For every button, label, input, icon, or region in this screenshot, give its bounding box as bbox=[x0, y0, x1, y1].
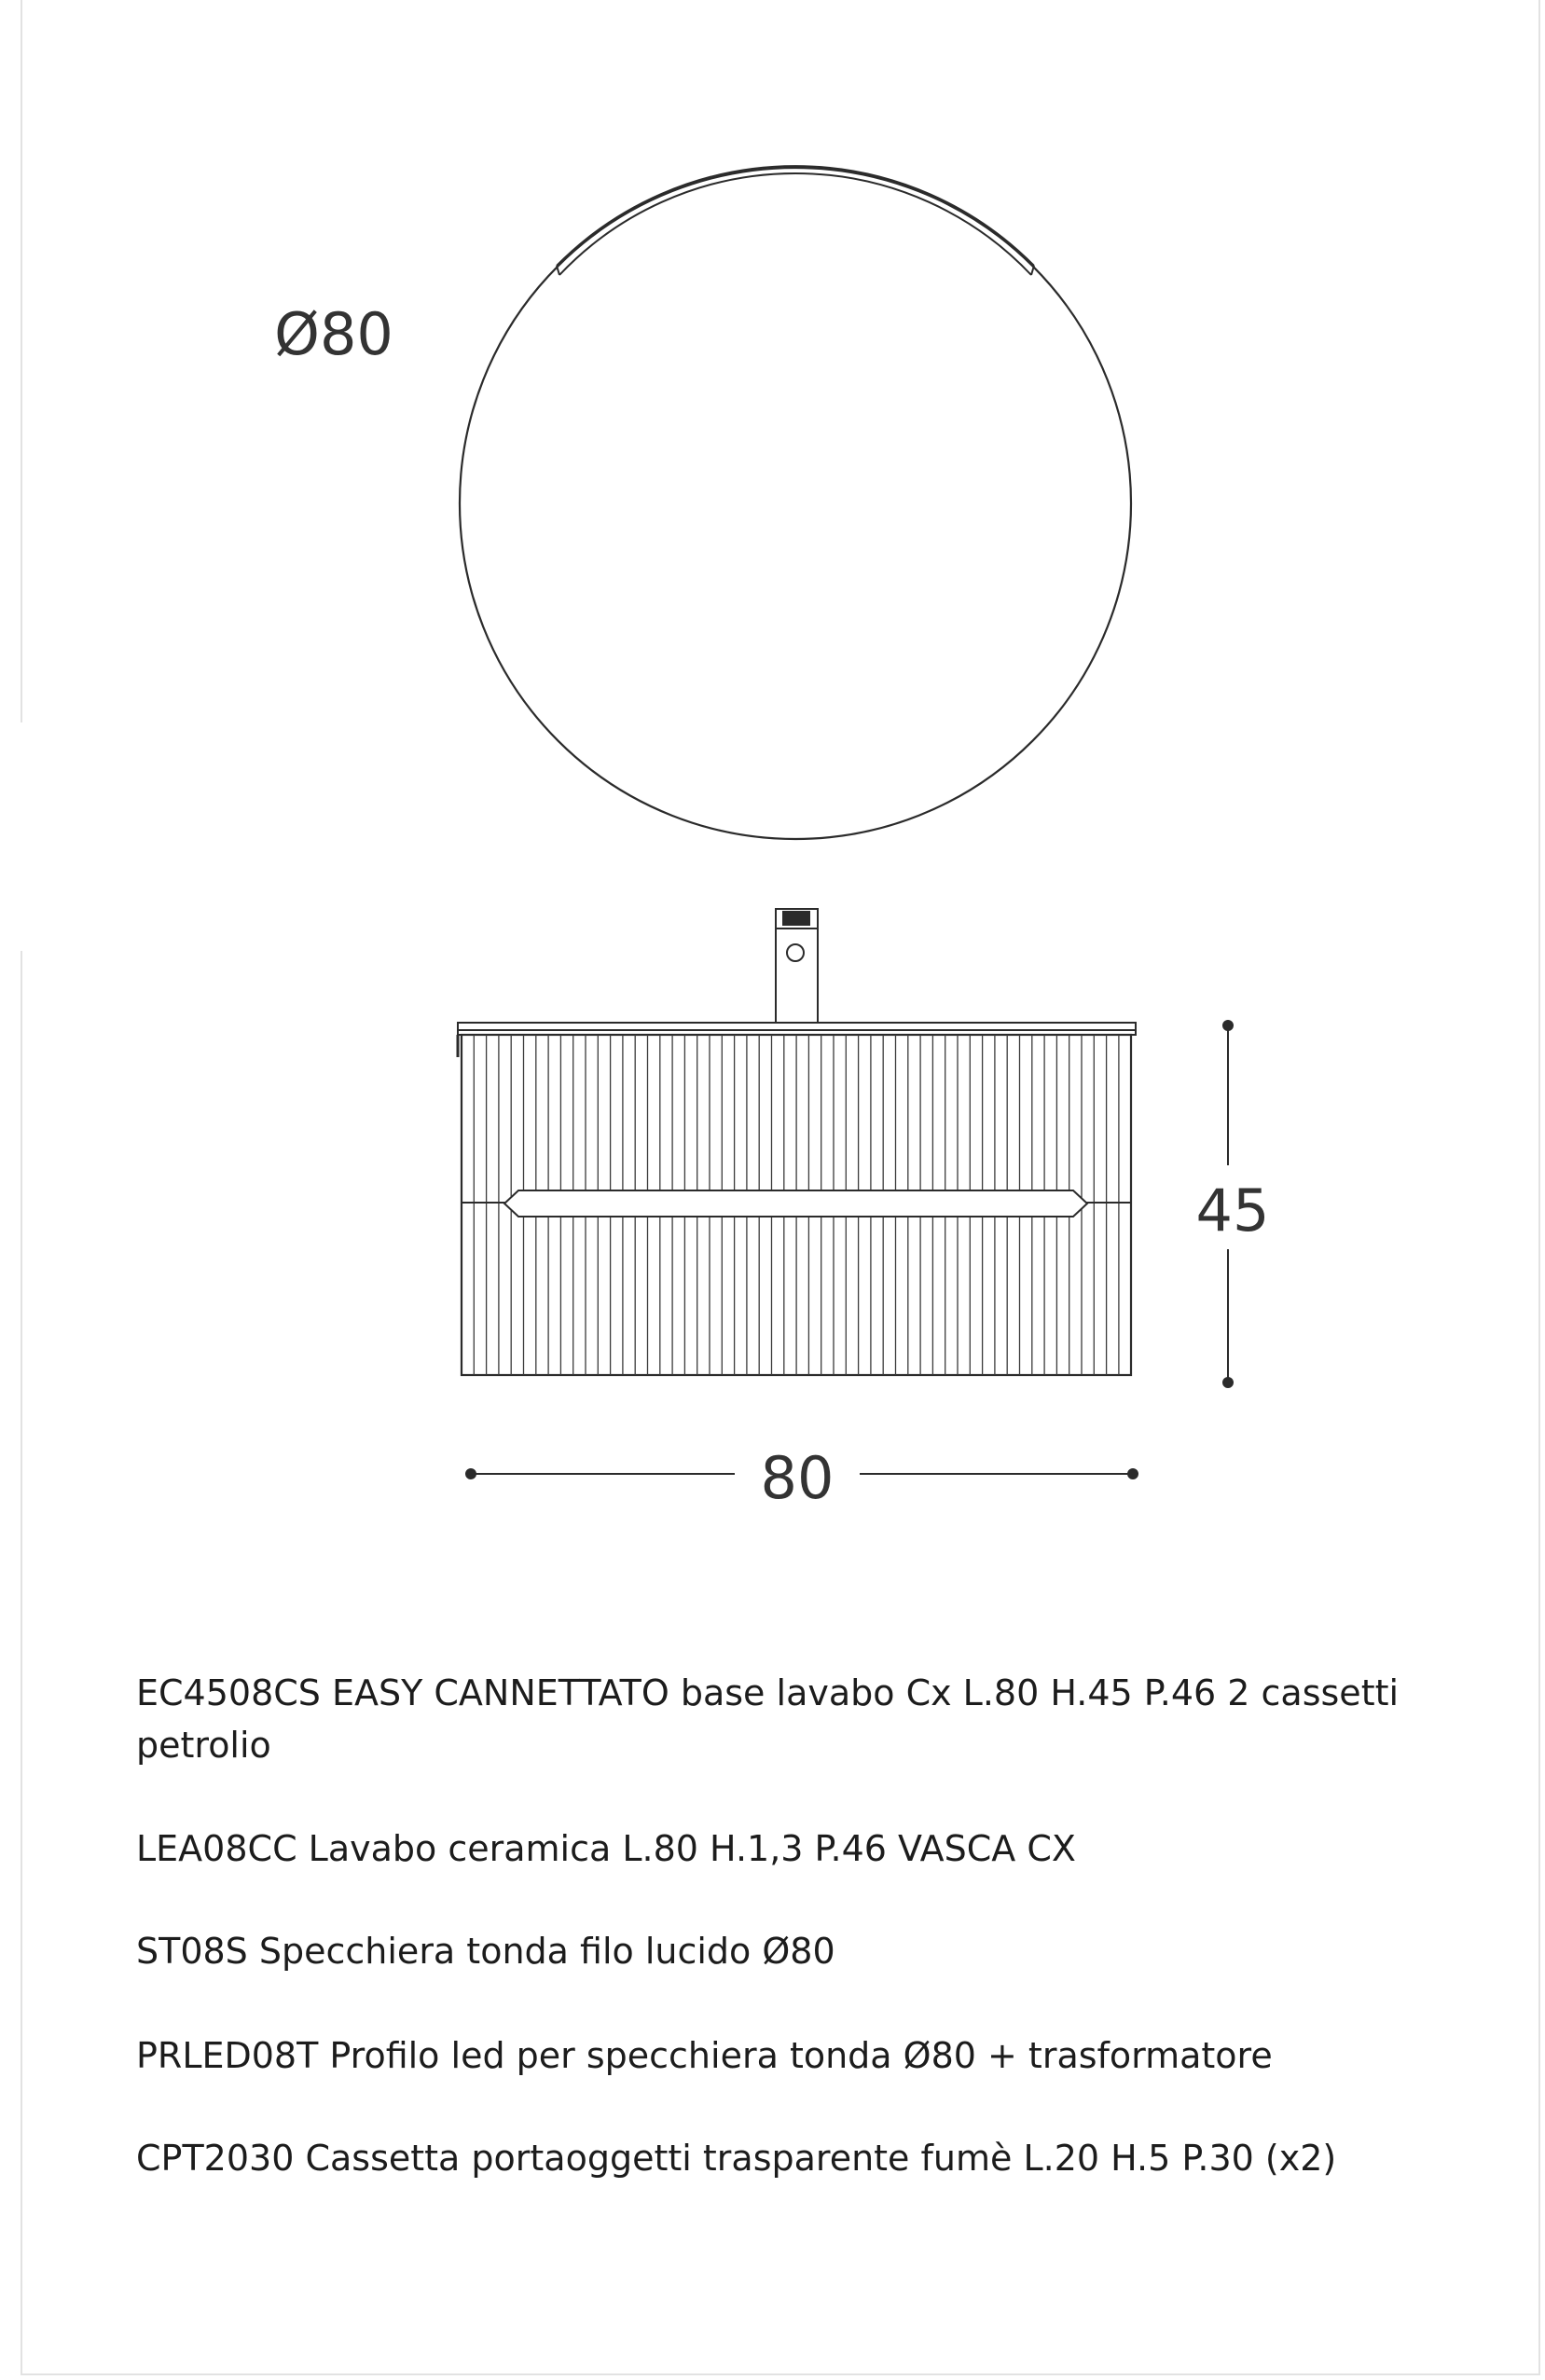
faucet bbox=[776, 909, 818, 1023]
cabinet-height-label: 45 bbox=[1195, 1176, 1270, 1245]
product-description-2: LEA08CC Lavabo ceramica L.80 H.1,3 P.46 VASCA CX bbox=[136, 1828, 1076, 1869]
drawer-handle bbox=[504, 1190, 1087, 1217]
product-description-4: PRLED08T Profilo led per specchiera tonda Ø80 + trasformatore bbox=[136, 2035, 1273, 2076]
mirror-diameter-label: Ø80 bbox=[274, 300, 393, 368]
product-description-3: ST08S Specchiera tonda filo lucido Ø80 bbox=[136, 1931, 835, 1972]
fluted-cabinet bbox=[462, 1035, 1131, 1375]
led-profile bbox=[557, 166, 1034, 266]
product-description-5: CPT2030 Cassetta portaoggetti trasparente fumè L.20 H.5 P.30 (x2) bbox=[136, 2138, 1337, 2179]
cabinet-width-label: 80 bbox=[760, 1444, 835, 1512]
product-description-1: EC4508CS EASY CANNETTATO base lavabo Cx L.80 H.45 P.46 2 cassetti petrolio bbox=[136, 1672, 1400, 1766]
round-mirror bbox=[460, 166, 1131, 839]
